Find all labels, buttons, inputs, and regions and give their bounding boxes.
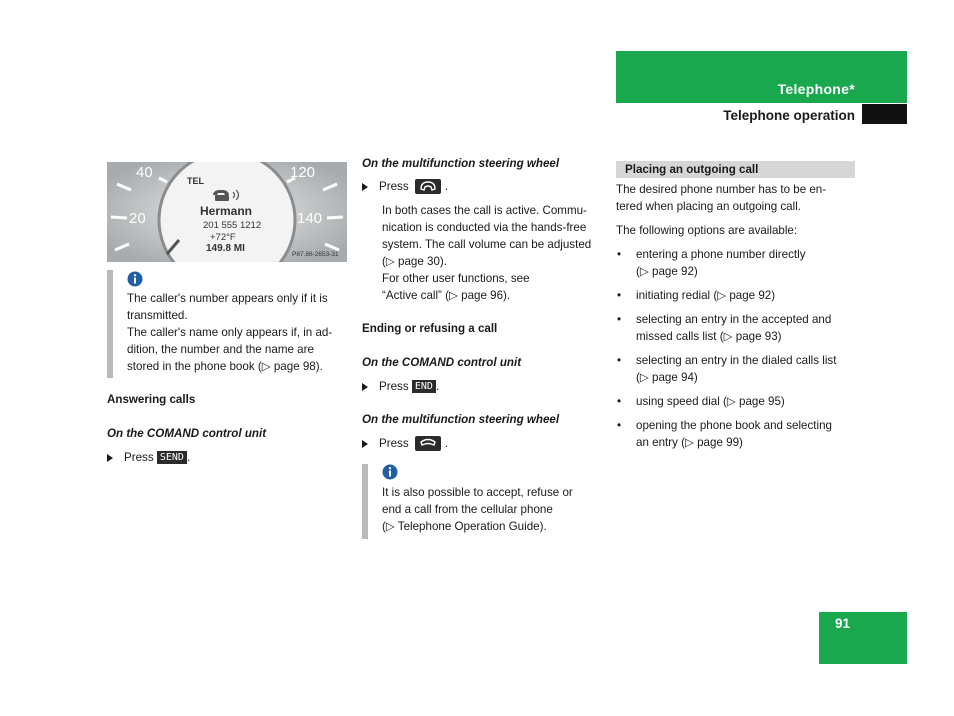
note-line: It is also possible to accept, refuse or (382, 486, 573, 499)
heading-bar (616, 161, 855, 178)
list-item (616, 393, 861, 410)
step-press-hangup (362, 435, 448, 452)
dial-number-40: 40 (136, 164, 153, 181)
body-line: In both cases the call is active. Commu- (382, 204, 587, 217)
list-item (616, 287, 861, 304)
options-intro: The following options are available: (616, 224, 798, 237)
figure-code: P87.86-2653-31 (292, 251, 339, 258)
list-item-line: (▷ page 94) (636, 371, 698, 384)
note-line: dition, the number and the name are (127, 343, 314, 356)
list-item-line: • entering a phone number directly (636, 248, 806, 261)
note-bar-2 (362, 464, 368, 539)
subheading-steering-wheel-1: On the multifunction steering wheel (362, 157, 560, 170)
heading-answering-calls: Answering calls (107, 393, 196, 406)
options-list (616, 246, 861, 451)
body-line: For other user functions, see (382, 272, 530, 285)
list-item-line: • initiating redial (▷ page 92) (636, 289, 776, 302)
list-item-line: • using speed dial (▷ page 95) (636, 395, 785, 408)
note-line: The caller's number appears only if it is (127, 292, 328, 305)
phone-hangup-key-icon (415, 436, 441, 451)
step-arrow-icon (362, 440, 368, 448)
body-line: (▷ page 30). (382, 255, 447, 268)
note-line: transmitted. (127, 309, 188, 322)
note-line: (▷ Telephone Operation Guide). (382, 520, 547, 533)
step-arrow-icon (107, 454, 113, 462)
list-item-line: (▷ page 92) (636, 265, 698, 278)
body-line: system. The call volume can be adjusted (382, 238, 592, 251)
list-item (616, 417, 861, 451)
active-call-text (382, 202, 607, 304)
heading-ending-call: Ending or refusing a call (362, 322, 498, 335)
send-key: SEND (157, 451, 187, 464)
display-mileage: 149.8 MI (206, 243, 245, 254)
chapter-title: Telephone* (777, 81, 855, 97)
list-item (616, 246, 861, 280)
body-line: “Active call” (▷ page 96). (382, 289, 511, 302)
heading-placing-call: Placing an outgoing call (625, 163, 759, 176)
intro-text (616, 181, 856, 215)
note-bar (107, 270, 113, 378)
display-caller-number: 201 555 1212 (203, 220, 262, 231)
chapter-tab (616, 51, 907, 103)
page-number-tab (819, 612, 907, 664)
subheading-comand-2: On the COMAND control unit (362, 356, 522, 369)
info-icon (382, 464, 398, 480)
step-press-end (362, 378, 439, 395)
subheading-comand-1: On the COMAND control unit (107, 427, 267, 440)
display-tel-label: TEL (187, 176, 204, 186)
note-line: end a call from the cellular phone (382, 503, 553, 516)
subheading-steering-wheel-2: On the multifunction steering wheel (362, 413, 560, 426)
display-temperature: +72°F (210, 232, 236, 243)
list-item-line: an entry (▷ page 99) (636, 436, 743, 449)
section-marker (862, 104, 907, 124)
press-label: Press (379, 180, 409, 193)
step-press-accept (362, 178, 448, 195)
list-item-line: missed calls list (▷ page 93) (636, 330, 782, 343)
period: . (444, 180, 449, 193)
info-icon (127, 271, 143, 287)
press-label: Press (379, 380, 409, 393)
list-item-line: • selecting an entry in the dialed calls list (636, 354, 837, 367)
list-item-line: • selecting an entry in the accepted and (636, 313, 832, 326)
body-line: nication is conducted via the hands-free (382, 221, 587, 234)
step-arrow-icon (362, 383, 368, 391)
dial-number-20: 20 (129, 210, 146, 227)
period: . (444, 437, 449, 450)
intro-line: The desired phone number has to be en- (616, 183, 827, 196)
phone-accept-key-icon (415, 179, 441, 194)
list-item (616, 311, 861, 345)
list-item (616, 352, 861, 386)
press-label: Press (379, 437, 409, 450)
note-line: The caller's name only appears if, in ad- (127, 326, 333, 339)
step-arrow-icon (362, 183, 368, 191)
list-item-line: • opening the phone book and selecting (636, 419, 832, 432)
display-caller-name: Hermann (200, 204, 253, 218)
press-label: Press (124, 451, 154, 464)
dial-number-140: 140 (297, 210, 323, 227)
section-title: Telephone operation (723, 108, 855, 123)
intro-line: tered when placing an outgoing call. (616, 200, 801, 213)
note-line: stored in the phone book (▷ page 98). (127, 360, 323, 373)
note-text (127, 290, 352, 375)
dial-number-120: 120 (290, 164, 316, 181)
note-text-2 (382, 484, 607, 535)
step-press-send (107, 449, 190, 466)
period: . (435, 380, 440, 393)
page-number: 91 (835, 616, 851, 631)
end-key: END (412, 380, 436, 393)
instrument-cluster-figure (107, 162, 347, 262)
period: . (186, 451, 191, 464)
